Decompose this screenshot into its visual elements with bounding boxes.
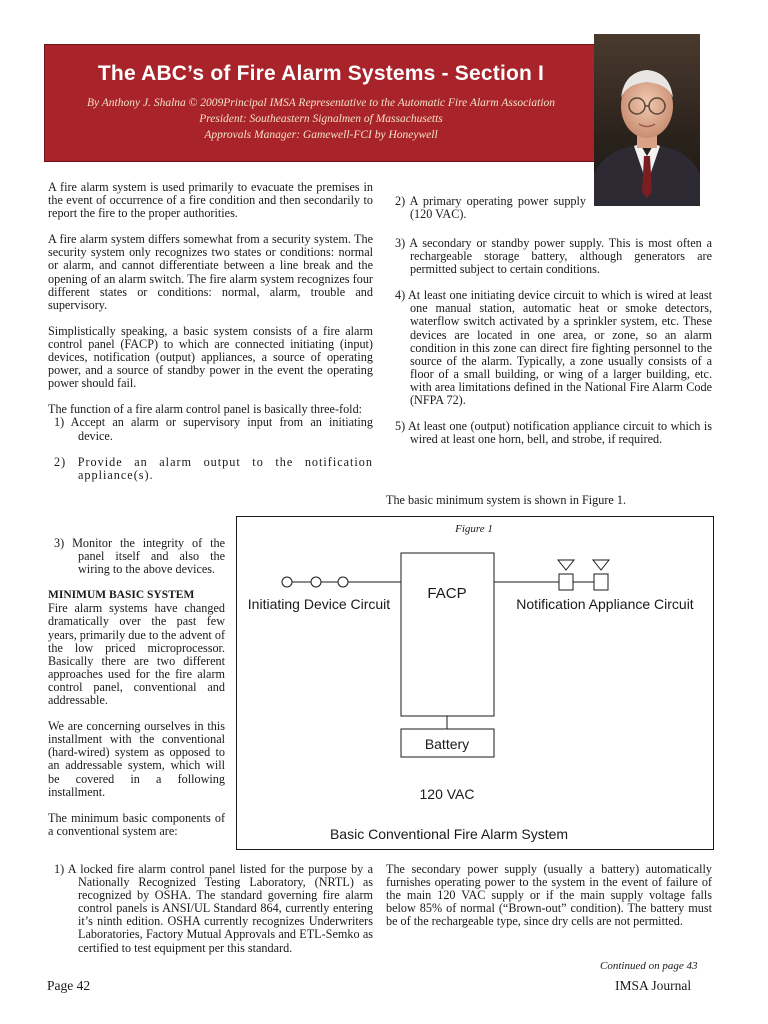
basic-system-paragraph: Simplistically speaking, a basic system consists of a fire alarm control panel (FACP) to which are connected initiating (input) devices, notification (output) appliances, a source of operating power, and a source of standby power in the event the operating power should fail. (48, 323, 373, 391)
facp-box (401, 553, 494, 716)
function-intro: The function of a fire alarm control panel is basically three-fold: (48, 402, 363, 417)
initiating-device-1 (282, 577, 292, 587)
changes-paragraph: Fire alarm systems have changed dramatically over the past few years, primarily due to the advent of the low priced microprocessor. Basically there are two different approaches used for the fire alarm control panel, conventional and addressable. (48, 601, 225, 708)
component-item-4: 4) At least one initiating device circuit to which is wired at least one manual station, automatic heat or smoke detectors, waterflow switch activated by a sprinkler system, etc. These devices are located in one area, or zone, so an alarm condition in this zone can direct fire fighting personnel to the source of the alarm. Typically, a zone usually consists of a floor of a small building, or wing of a larger building, etc. with area limitations defined in the National Fire Alarm Code (NFPA 72). (395, 288, 712, 408)
article-title: The ABC’s of Fire Alarm Systems - Section I (97, 62, 545, 85)
title-banner (44, 44, 596, 162)
idc-label: Initiating Device Circuit (247, 596, 391, 612)
page-number: Page 42 (47, 978, 91, 993)
left-column-lower (48, 863, 373, 955)
notification-appliance-1 (559, 574, 573, 590)
initiating-device-2 (311, 577, 321, 587)
component-item-2: 2) A primary operating power supply (120 VAC). (395, 194, 586, 222)
horn-symbol-2 (593, 560, 609, 570)
initiating-device-3 (338, 577, 348, 587)
section-heading: MINIMUM BASIC SYSTEM (48, 589, 195, 602)
author-position: Approvals Manager: Gamewell-FCI by Honeywell (204, 129, 438, 141)
component-item-3: 3) A secondary or standby power supply. This is most often a rechargeable storage battery, although generators are permitted subject to certain conditions. (395, 236, 712, 277)
left-column-upper (48, 181, 373, 482)
left-column-narrow (48, 537, 225, 838)
figure-caption: Basic Conventional Fire Alarm System (329, 826, 569, 842)
nac-label: Notification Appliance Circuit (516, 596, 694, 612)
continued-note: Continued on page 43 (600, 960, 698, 972)
function-item-3: 3) Monitor the integrity of the panel itself and also the wiring to the above devices. (54, 536, 225, 577)
function-item-1: 1) Accept an alarm or supervisory input from an initiating device. (54, 415, 373, 443)
components-intro: The minimum basic components of a conventional system are: (48, 810, 225, 838)
right-column-item-2 (386, 195, 586, 221)
right-column-upper (386, 237, 712, 446)
notification-appliance-2 (594, 574, 608, 590)
facp-label: FACP (427, 585, 467, 602)
figure-label: Figure 1 (455, 523, 493, 535)
component-item-5: 5) At least one (output) notification appliance circuit to which is wired at least one horn, bell, and strobe, if required. (395, 419, 712, 447)
intro-paragraph: A fire alarm system is used primarily to evacuate the premises in the event of occurrence of a fire condition and then secondarily to report the fire to the proper authorities. (48, 180, 373, 221)
figure-1-diagram (237, 517, 712, 848)
power-label: 120 VAC (419, 786, 475, 802)
author-byline: By Anthony J. Shalna © 2009Principal IMSA Representative to the Automatic Fire Alarm Association (86, 97, 556, 109)
battery-label: Battery (424, 736, 470, 752)
author-portrait-illustration (594, 34, 700, 206)
security-comparison-paragraph: A fire alarm system differs somewhat from a security system. The security system only recognizes two states or conditions: normal or alarm, and cannot differentiate between a line break and the opening of an alarm switch. The fire alarm system recognizes four different states or conditions: normal, alarm, trouble and supervisory. (48, 232, 373, 312)
function-item-2: 2) Provide an alarm output to the notification appliance(s). (54, 454, 373, 482)
figure-reference: The basic minimum system is shown in Figure 1. (386, 493, 627, 507)
author-role: President: Southeastern Signalmen of Massachusetts (199, 113, 443, 125)
installment-paragraph: We are concerning ourselves in this installment with the conventional (hard-wired) system as opposed to an addressable system, which will be covered in a following installment. (48, 719, 225, 799)
figure-1 (236, 516, 714, 850)
author-photo (594, 34, 700, 206)
right-column-lower (386, 863, 712, 928)
horn-symbol-1 (558, 560, 574, 570)
journal-name: IMSA Journal (615, 978, 692, 993)
secondary-power-paragraph: The secondary power supply (usually a battery) automatically furnishes operating power to the system in the event of failure of the main 120 VAC supply or if the main supply voltage falls below 85% of normal (“Brown-out” condition). The battery must be of the rechargeable type, since dry cells are not permitted. (386, 862, 712, 929)
component-item-1: 1) A locked fire alarm control panel listed for the purpose by a Nationally Recognized Testing Laboratory, (NRTL) as recognized by OSHA. The standard governing fire alarm control panels is ANSI/UL Standard 864, currently entering it’s ninth edition. OSHA currently recognizes Underwriters Laboratories, Factory Mutual Approvals and ETL-Semko as certified to test equipment per this standard. (54, 862, 373, 955)
